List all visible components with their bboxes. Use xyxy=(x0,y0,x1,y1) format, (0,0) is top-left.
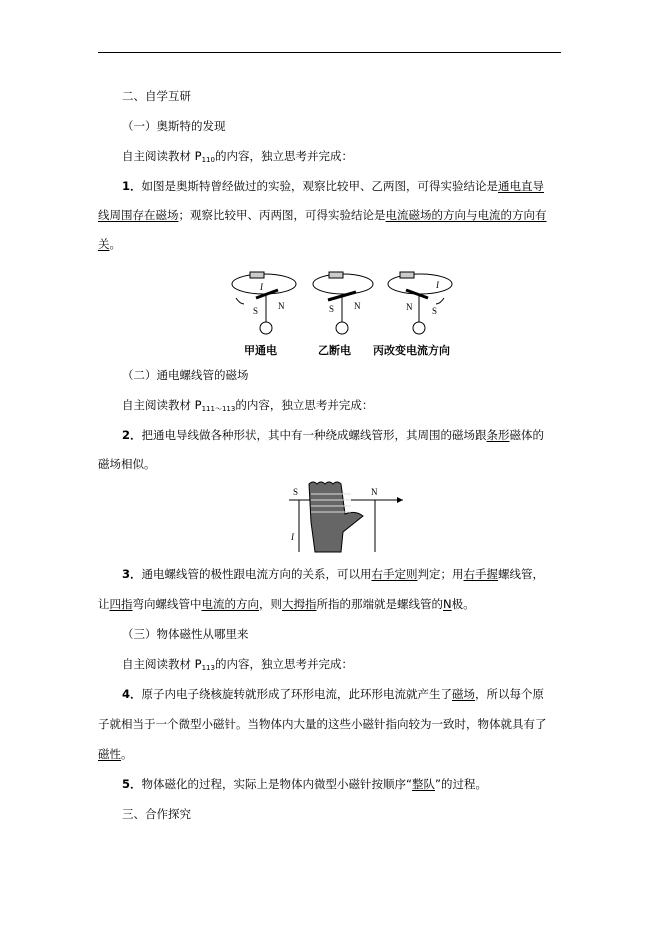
svg-text:S: S xyxy=(253,306,259,316)
item-1-line-2: 线周围存在磁场；观察比较甲、丙两图，可得实验结论是电流磁场的方向与电流的方向有 xyxy=(98,208,547,222)
answer-blank: 整队 xyxy=(411,777,435,791)
answer-blank: 大拇指 xyxy=(282,597,317,611)
answer-blank: 电流磁场的方向与电流的方向有 xyxy=(385,208,547,222)
figure-caption-a: 甲通电 xyxy=(244,344,277,357)
subsection-title-oersted: （一）奥斯特的发现 xyxy=(122,119,226,133)
svg-text:N: N xyxy=(371,487,378,497)
answer-blank: 磁性 xyxy=(98,747,121,761)
item-3-line-1: 3．通电螺线管的极性跟电流方向的关系，可以用右手定则判定；用右手握螺线管， xyxy=(122,567,545,581)
answer-blank: 通电直导 xyxy=(498,179,545,193)
svg-text:I: I xyxy=(260,282,263,292)
answer-blank: 右手握 xyxy=(463,567,499,581)
figure-caption-b: 乙断电 xyxy=(318,344,351,357)
right-hand-diagram xyxy=(285,478,407,556)
section-heading-two: 二、自学互研 xyxy=(122,89,191,103)
header-rule xyxy=(98,52,561,53)
figure-caption-c: 丙改变电流方向 xyxy=(373,344,450,357)
svg-text:N: N xyxy=(406,302,413,312)
answer-blank: 右手定则 xyxy=(371,567,418,581)
svg-text:I: I xyxy=(291,532,294,542)
subsection-title-magnetism-source: （三）物体磁性从哪里来 xyxy=(122,627,249,641)
answer-blank: 线周围存在磁场 xyxy=(98,208,179,222)
answer-blank: 关 xyxy=(98,237,110,251)
oersted-experiment-figure xyxy=(228,264,460,358)
subsection-title-solenoid: （二）通电螺线管的磁场 xyxy=(122,368,249,382)
answer-blank: 电流的方向 xyxy=(201,597,259,611)
item-5-line-1: 5．物体磁化的过程，实际上是物体内微型小磁针按顺序“整队”的过程。 xyxy=(122,777,487,791)
svg-text:N: N xyxy=(354,301,361,311)
answer-blank: 磁场 xyxy=(452,687,476,701)
reading-instruction: 自主阅读教材 $P_{111\sim 113}$的内容，独立思考并完成： xyxy=(122,398,374,413)
item-1-line-1: 1．如图是奥斯特曾经做过的实验，观察比较甲、乙两图，可得实验结论是通电直导 xyxy=(122,179,545,193)
item-1-line-3: 关。 xyxy=(98,237,121,251)
oersted-diagram xyxy=(228,264,460,342)
svg-text:S: S xyxy=(293,487,299,497)
item-3-line-2: 让四指弯向螺线管中电流的方向，则大拇指所指的那端就是螺线管的N极。 xyxy=(98,597,475,611)
answer-blank: 条形 xyxy=(486,428,510,442)
reading-instruction: 自主阅读教材 $P_{113}$的内容，独立思考并完成： xyxy=(122,657,353,672)
item-2-line-1: 2．把通电导线做各种形状，其中有一种绕成螺线管形，其周围的磁场跟条形磁体的 xyxy=(122,428,545,442)
item-2-line-2: 磁场相似。 xyxy=(98,457,156,471)
svg-text:I: I xyxy=(436,280,439,290)
svg-text:N: N xyxy=(278,301,285,311)
answer-blank: N xyxy=(443,597,452,611)
right-hand-rule-figure xyxy=(285,478,407,556)
reading-instruction: 自主阅读教材 $P_{110}$的内容，独立思考并完成： xyxy=(122,149,353,164)
section-heading-three: 三、合作探究 xyxy=(122,807,191,821)
answer-blank: 四指 xyxy=(109,597,133,611)
item-4-line-2: 子就相当于一个微型小磁针。当物体内大量的这些小磁针指向较为一致时，物体就具有了 xyxy=(98,717,547,731)
item-4-line-1: 4．原子内电子绕核旋转就形成了环形电流，此环形电流就产生了磁场，所以每个原 xyxy=(122,687,545,701)
svg-text:S: S xyxy=(432,306,438,316)
item-4-line-3: 磁性。 xyxy=(98,747,133,761)
svg-text:S: S xyxy=(329,304,335,314)
